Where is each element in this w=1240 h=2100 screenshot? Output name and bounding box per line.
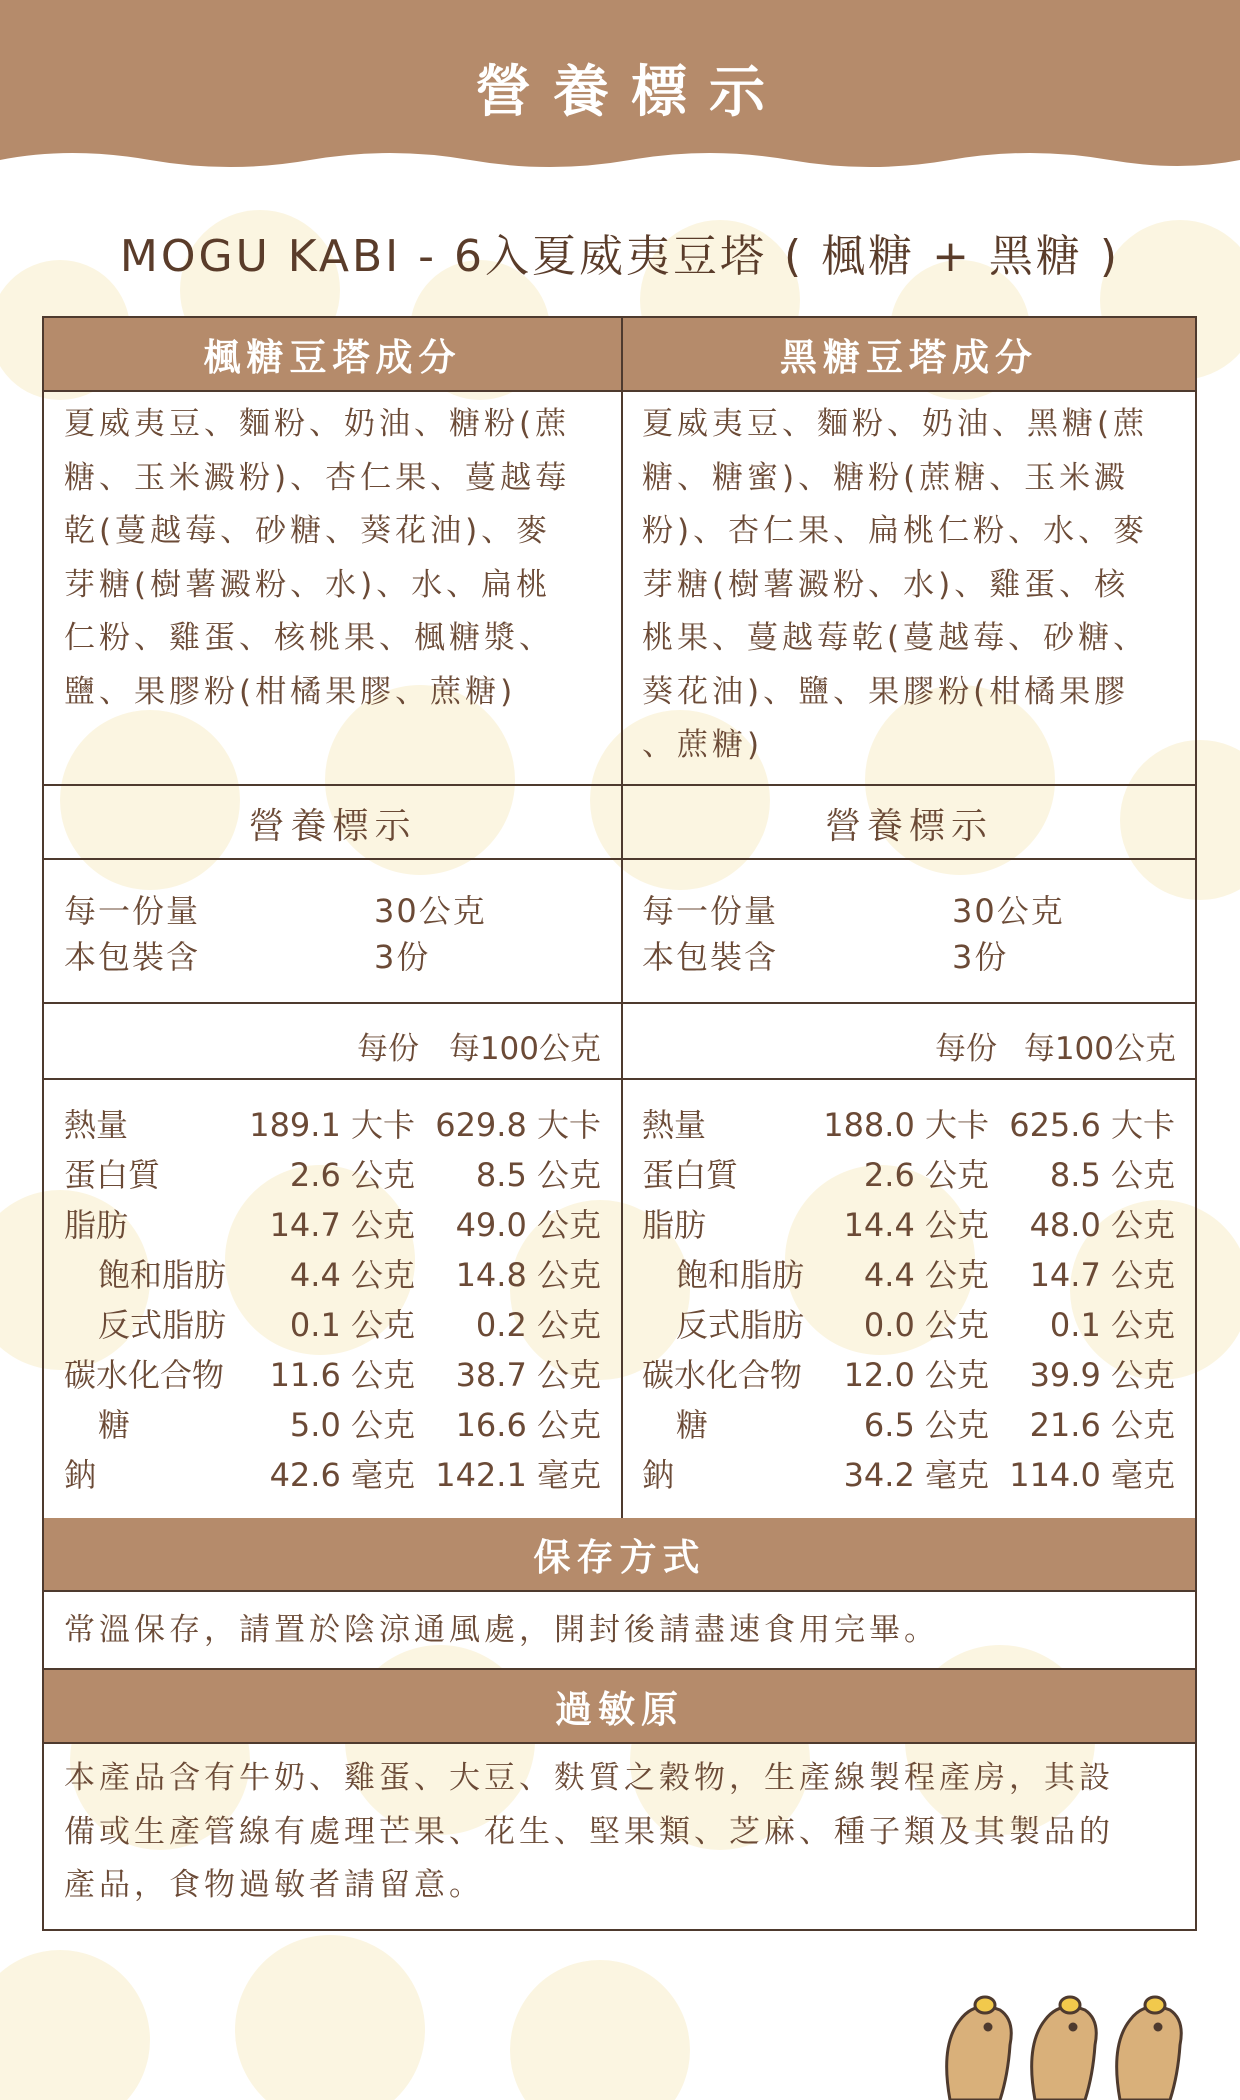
- storage-text: 常溫保存，請置於陰涼通風處，開封後請盡速食用完畢。: [64, 1612, 939, 1648]
- table-row: [642, 1450, 1195, 1500]
- per-serving-value: 4.4 公克: [289, 1256, 415, 1294]
- row-name: 碳水化合物: [64, 1356, 225, 1394]
- table-row: [64, 1400, 621, 1450]
- maple-nutrition-header: 營養標示: [248, 806, 417, 847]
- row-name: 蛋白質: [642, 1156, 739, 1194]
- top-banner: [0, 0, 1240, 185]
- table-row: [64, 1150, 621, 1200]
- per-100-value: 629.8 大卡: [435, 1106, 601, 1144]
- per-serving-value: 12.0 公克: [843, 1356, 989, 1394]
- row-name: 熱量: [64, 1106, 129, 1144]
- brown-col-per-100: 每100公克: [1023, 1031, 1176, 1067]
- row-name: 糖: [676, 1406, 709, 1444]
- per-100-value: 49.0 公克: [455, 1206, 601, 1244]
- per-100-value: 142.1 毫克: [435, 1456, 601, 1494]
- per-100-value: 625.6 大卡: [1009, 1106, 1175, 1144]
- text-line: 粉)、杏仁果、扁桃仁粉、水、麥: [642, 513, 1149, 549]
- row-name: 鈉: [64, 1456, 97, 1494]
- table-row: [64, 1450, 621, 1500]
- maple-serving-value: 30公克: [374, 892, 487, 930]
- per-100-value: 14.7 公克: [1029, 1256, 1175, 1294]
- per-serving-value: 189.1 大卡: [249, 1106, 415, 1144]
- allergen-text: [64, 1752, 1179, 1913]
- divider: [44, 1742, 1195, 1744]
- divider: [44, 1590, 1195, 1592]
- maple-ingredients-header: 楓糖豆塔成分: [44, 318, 621, 390]
- per-serving-value: 2.6 公克: [863, 1156, 989, 1194]
- per-100-value: 0.1 公克: [1049, 1306, 1175, 1344]
- per-serving-value: 14.7 公克: [269, 1206, 415, 1244]
- table-row: [642, 1300, 1195, 1350]
- brown-serving-value: 30公克: [952, 892, 1065, 930]
- text-line: 仁粉、雞蛋、核桃果、楓糖漿、: [64, 620, 554, 656]
- text-line: 產品，食物過敏者請留意。: [64, 1867, 484, 1903]
- per-100-value: 39.9 公克: [1029, 1356, 1175, 1394]
- per-serving-value: 42.6 毫克: [269, 1456, 415, 1494]
- divider: [44, 390, 1195, 392]
- per-100-value: 21.6 公克: [1029, 1406, 1175, 1444]
- row-name: 鈉: [642, 1456, 675, 1494]
- table-row: [64, 1350, 621, 1400]
- divider: [44, 1078, 1195, 1080]
- per-100-value: 38.7 公克: [455, 1356, 601, 1394]
- per-serving-value: 11.6 公克: [269, 1356, 415, 1394]
- capybara-mascot-icon: [930, 1975, 1200, 2100]
- divider: [44, 1002, 1195, 1004]
- text-line: 芽糖(樹薯澱粉、水)、雞蛋、核: [642, 566, 1130, 603]
- row-name: 反式脂肪: [676, 1306, 805, 1344]
- table-row: [642, 1350, 1195, 1400]
- maple-pack-label: 本包裝含: [64, 938, 201, 976]
- per-100-value: 8.5 公克: [475, 1156, 601, 1194]
- maple-nutrition-rows: [64, 1100, 621, 1520]
- table-row: [642, 1100, 1195, 1150]
- table-row: [642, 1150, 1195, 1200]
- table-row: [64, 1250, 621, 1300]
- table-row: [64, 1100, 621, 1150]
- brown-serving-label: 每一份量: [642, 892, 779, 930]
- row-name: 飽和脂肪: [676, 1256, 805, 1294]
- table-row: [642, 1400, 1195, 1450]
- per-serving-value: 34.2 毫克: [843, 1456, 989, 1494]
- brown-col-per-serving: 每份: [935, 1031, 997, 1067]
- per-100-value: 16.6 公克: [455, 1406, 601, 1444]
- text-line: 鹽、果膠粉(柑橘果膠、蔗糖): [64, 673, 517, 710]
- brown-nutrition-header: 營養標示: [824, 806, 993, 847]
- brown-nutrition-rows: [642, 1100, 1195, 1520]
- row-name: 脂肪: [64, 1206, 129, 1244]
- maple-serving-label: 每一份量: [64, 892, 201, 930]
- per-100-value: 48.0 公克: [1029, 1206, 1175, 1244]
- text-line: 乾(蔓越莓、砂糖、葵花油)、麥: [64, 513, 552, 549]
- table-row: [642, 1250, 1195, 1300]
- row-name: 糖: [98, 1406, 131, 1444]
- maple-ingredients-text: [64, 398, 604, 719]
- row-name: 碳水化合物: [642, 1356, 803, 1394]
- product-title: MOGU KABI - 6入夏威夷豆塔 ( 楓糖 + 黑糖 ): [119, 231, 1121, 282]
- row-name: 反式脂肪: [98, 1306, 227, 1344]
- text-line: 糖、玉米澱粉)、杏仁果、蔓越莓: [64, 459, 571, 496]
- per-serving-value: 0.1 公克: [289, 1306, 415, 1344]
- text-line: 葵花油)、鹽、果膠粉(柑橘果膠: [642, 673, 1130, 710]
- brown-pack-label: 本包裝含: [642, 938, 779, 976]
- per-100-value: 0.2 公克: [475, 1306, 601, 1344]
- text-line: 糖、糖蜜)、糖粉(蔗糖、玉米澱: [642, 459, 1130, 496]
- text-line: 、蔗糖): [642, 727, 764, 763]
- maple-col-per-100: 每100公克: [448, 1031, 601, 1067]
- row-name: 熱量: [642, 1106, 707, 1144]
- divider: [44, 784, 1195, 786]
- per-serving-value: 6.5 公克: [863, 1406, 989, 1444]
- per-serving-value: 0.0 公克: [863, 1306, 989, 1344]
- per-100-value: 114.0 毫克: [1009, 1456, 1175, 1494]
- per-serving-value: 188.0 大卡: [823, 1106, 989, 1144]
- row-name: 脂肪: [642, 1206, 707, 1244]
- per-serving-value: 14.4 公克: [843, 1206, 989, 1244]
- text-line: 夏威夷豆、麵粉、奶油、糖粉(蔗: [64, 406, 571, 442]
- text-line: 夏威夷豆、麵粉、奶油、黑糖(蔗: [642, 406, 1149, 442]
- per-serving-value: 5.0 公克: [289, 1406, 415, 1444]
- column-divider: [621, 318, 623, 1518]
- per-serving-value: 2.6 公克: [289, 1156, 415, 1194]
- row-name: 飽和脂肪: [98, 1256, 227, 1294]
- per-serving-value: 4.4 公克: [863, 1256, 989, 1294]
- brown-ingredients-header: 黑糖豆塔成分: [623, 318, 1195, 390]
- maple-pack-value: 3份: [374, 938, 431, 976]
- per-100-value: 8.5 公克: [1049, 1156, 1175, 1194]
- banner-title: 營養標示: [475, 60, 787, 125]
- text-line: 芽糖(樹薯澱粉、水)、水、扁桃: [64, 566, 552, 603]
- maple-col-per-serving: 每份: [357, 1031, 419, 1067]
- text-line: 備或生產管線有處理芒果、花生、堅果類、芝麻、種子類及其製品的: [64, 1813, 1114, 1850]
- storage-header: 保存方式: [44, 1518, 1195, 1590]
- divider: [44, 858, 1195, 860]
- table-row: [642, 1200, 1195, 1250]
- brown-pack-value: 3份: [952, 938, 1009, 976]
- table-row: [64, 1300, 621, 1350]
- table-row: [64, 1200, 621, 1250]
- nutrition-table: [42, 316, 1197, 1931]
- row-name: 蛋白質: [64, 1156, 161, 1194]
- per-100-value: 14.8 公克: [455, 1256, 601, 1294]
- allergen-header: 過敏原: [44, 1670, 1195, 1742]
- text-line: 桃果、蔓越莓乾(蔓越莓、砂糖、: [642, 620, 1149, 656]
- brown-ingredients-text: [642, 398, 1182, 773]
- text-line: 本產品含有牛奶、雞蛋、大豆、麩質之穀物，生產線製程產房，其設: [64, 1760, 1114, 1796]
